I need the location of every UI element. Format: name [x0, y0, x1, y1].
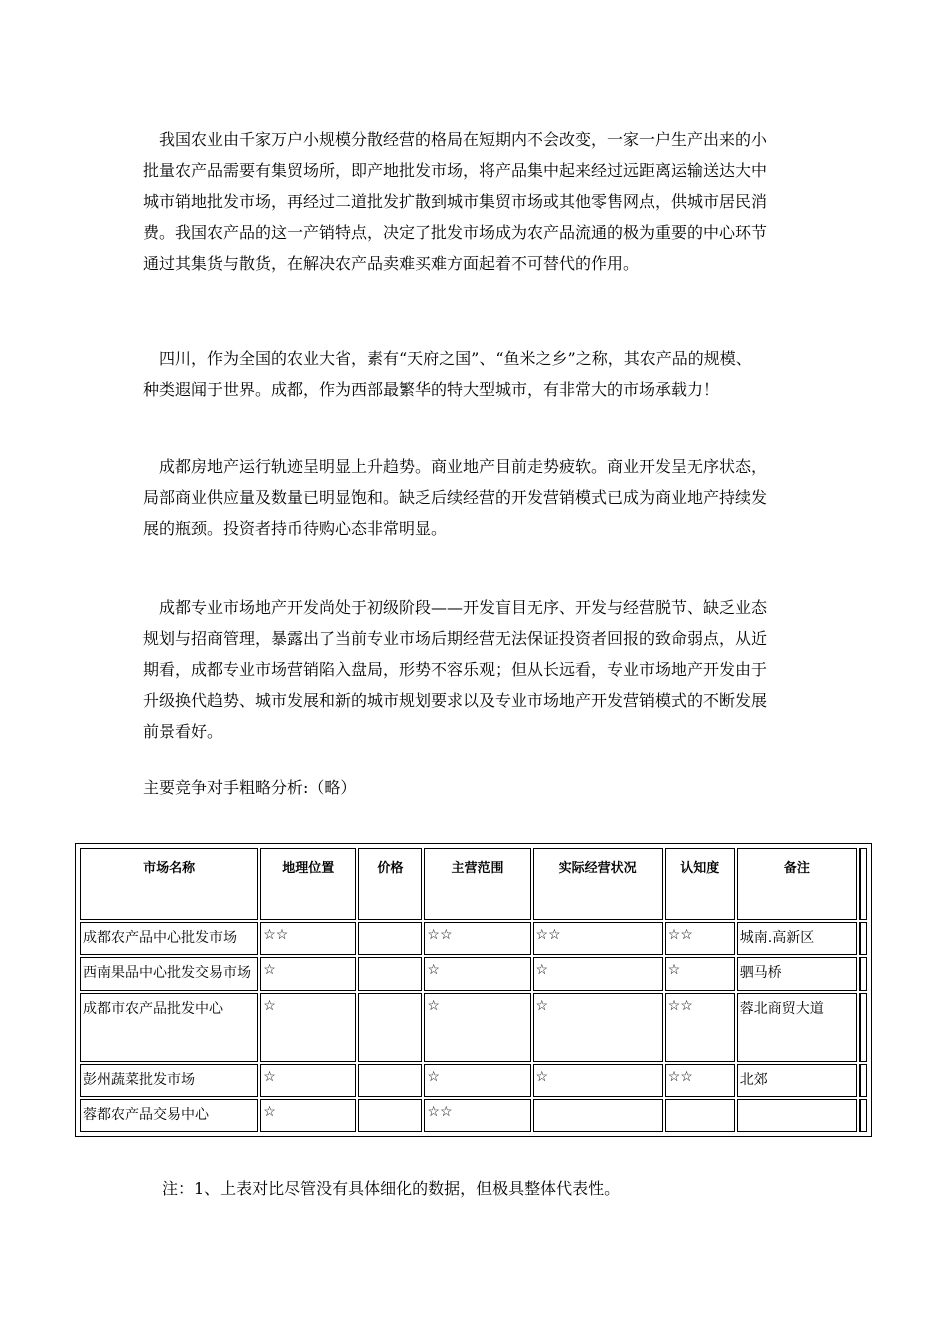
- table-header-row: [80, 848, 867, 920]
- table-end-cell: [859, 1099, 867, 1132]
- table-cell: ☆: [424, 957, 530, 990]
- text-line: 期看，成都专业市场营销陷入盘局，形势不容乐观；但从长远看，专业市场地产开发由于: [143, 660, 768, 679]
- text-line: 种类遐闻于世界。成都，作为西部最繁华的特大型城市，有非常大的市场承载力！: [143, 380, 720, 399]
- table-cell: ☆: [665, 957, 735, 990]
- text-line: 我国农业由千家万户小规模分散经营的格局在短期内不会改变，一家一户生产出来的小: [143, 130, 768, 149]
- paragraph-real-estate: [143, 451, 823, 544]
- table-end-cell: [859, 1064, 867, 1097]
- text-line: 规划与招商管理，暴露出了当前专业市场后期经营无法保证投资者回报的致命弱点，从近: [143, 629, 768, 648]
- table-cell: 西南果品中心批发交易市场: [80, 957, 258, 990]
- table-cell: ☆☆: [665, 922, 735, 955]
- table-cell: [533, 1099, 663, 1132]
- text-line: 成都房地产运行轨迹呈明显上升趋势。商业地产目前走势疲软。商业开发呈无序状态，: [143, 457, 768, 476]
- table-cell: ☆☆: [665, 993, 735, 1062]
- table-cell: [665, 1099, 735, 1132]
- table-cell: [358, 1099, 422, 1132]
- table-cell: ☆☆: [424, 922, 530, 955]
- table-row: [80, 1099, 867, 1132]
- table-cell: ☆: [533, 957, 663, 990]
- table-end-cell: [859, 993, 867, 1062]
- table-end-cell: [859, 922, 867, 955]
- text-line: 批量农产品需要有集贸场所，即产地批发市场，将产品集中起来经过远距离运输送达大中: [143, 161, 768, 180]
- table-cell: 城南.高新区: [737, 922, 857, 955]
- header-end-cell: [859, 848, 867, 920]
- header-cell: 认知度: [665, 848, 735, 920]
- table-cell: ☆: [260, 1099, 356, 1132]
- table-caption: 主要竞争对手粗略分析:（略）: [143, 778, 357, 797]
- header-cell: 市场名称: [80, 848, 258, 920]
- table-row: [80, 1064, 867, 1097]
- text-line: 局部商业供应量及数量已明显饱和。缺乏后续经营的开发营销模式已成为商业地产持续发: [143, 488, 768, 507]
- text-line: 四川，作为全国的农业大省，素有“天府之国”、“鱼米之乡”之称，其农产品的规模、: [143, 349, 752, 368]
- text-line: 展的瓶颈。投资者持币待购心态非常明显。: [143, 519, 448, 538]
- table-cell: ☆: [533, 1064, 663, 1097]
- text-line: 费。我国农产品的这一产销特点，决定了批发市场成为农产品流通的极为重要的中心环节: [143, 223, 768, 242]
- table-cell: ☆☆: [424, 1099, 530, 1132]
- paragraph-sichuan: [143, 343, 823, 405]
- table-cell: ☆: [424, 993, 530, 1062]
- table-cell: 驷马桥: [737, 957, 857, 990]
- table-cell: ☆: [424, 1064, 530, 1097]
- table-cell: ☆: [533, 993, 663, 1062]
- table-cell: 成都农产品中心批发市场: [80, 922, 258, 955]
- header-cell: 价格: [358, 848, 422, 920]
- table-cell: 蓉北商贸大道: [737, 993, 857, 1062]
- table-end-cell: [859, 957, 867, 990]
- header-cell: 主营范围: [424, 848, 530, 920]
- table-row: [80, 957, 867, 990]
- table-cell: [737, 1099, 857, 1132]
- table-cell: [358, 993, 422, 1062]
- text-line: 升级换代趋势、城市发展和新的城市规划要求以及专业市场地产开发营销模式的不断发展: [143, 691, 768, 710]
- table-cell: ☆: [260, 1064, 356, 1097]
- text-line: 前景看好。: [143, 722, 224, 741]
- header-cell: 实际经营状况: [533, 848, 663, 920]
- footnote: 注：1、上表对比尽管没有具体细化的数据，但极具整体代表性。: [162, 1179, 621, 1198]
- text-line: 城市销地批发市场，再经过二道批发扩散到城市集贸市场或其他零售网点，供城市居民消: [143, 192, 768, 211]
- text-line: 成都专业市场地产开发尚处于初级阶段——开发盲目无序、开发与经营脱节、缺乏业态: [143, 598, 768, 617]
- header-cell: 地理位置: [260, 848, 356, 920]
- table-row: [80, 922, 867, 955]
- paragraph-agriculture: [143, 124, 823, 279]
- table-cell: ☆☆: [260, 922, 356, 955]
- competitor-table-frame: [75, 843, 872, 1137]
- header-cell: 备注: [737, 848, 857, 920]
- paragraph-market-development: [143, 592, 823, 747]
- table-cell: ☆☆: [533, 922, 663, 955]
- competitor-table: [78, 846, 869, 1134]
- table-cell: [358, 1064, 422, 1097]
- table-cell: ☆: [260, 957, 356, 990]
- table-row: [80, 993, 867, 1062]
- table-cell: [358, 957, 422, 990]
- table-cell: ☆☆: [665, 1064, 735, 1097]
- table-cell: 成都市农产品批发中心: [80, 993, 258, 1062]
- table-cell: 蓉都农产品交易中心: [80, 1099, 258, 1132]
- table-cell: 北郊: [737, 1064, 857, 1097]
- table-cell: 彭州蔬菜批发市场: [80, 1064, 258, 1097]
- table-cell: ☆: [260, 993, 356, 1062]
- table-cell: [358, 922, 422, 955]
- text-line: 通过其集货与散货，在解决农产品卖难买难方面起着不可替代的作用。: [143, 254, 640, 273]
